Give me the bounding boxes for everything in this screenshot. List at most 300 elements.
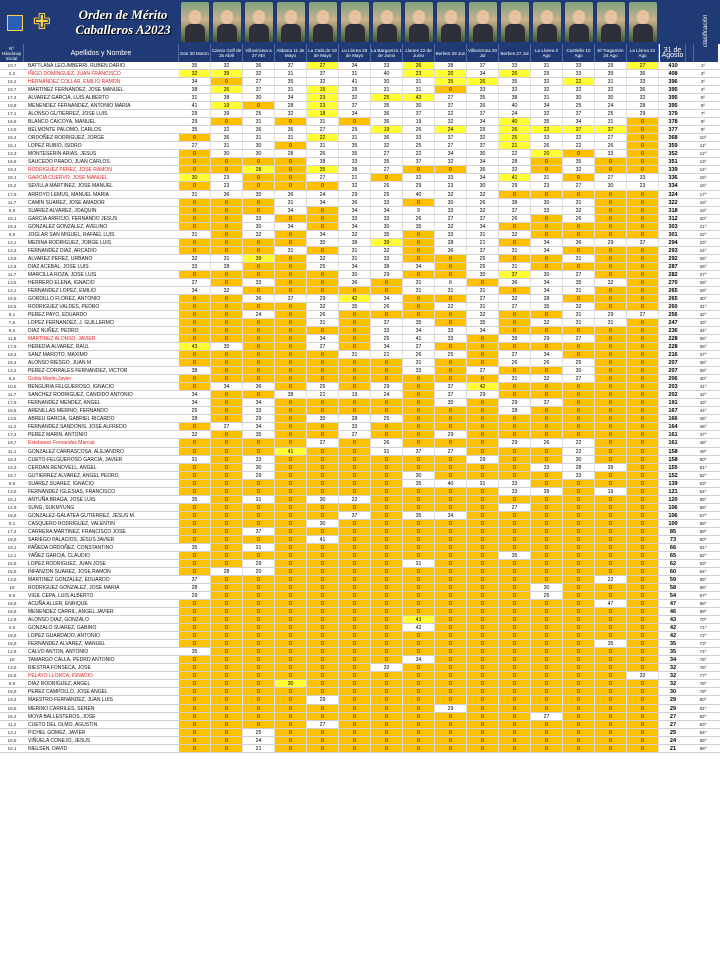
side-title: clasificación bbox=[694, 0, 718, 62]
score-cell: 32 bbox=[499, 86, 531, 93]
table-row bbox=[0, 311, 720, 319]
score-cell: 0 bbox=[179, 640, 211, 647]
score-cell: 26 bbox=[371, 439, 403, 446]
score-cell: 35 bbox=[179, 496, 211, 503]
score-cell: 0 bbox=[179, 327, 211, 334]
score-cell: 0 bbox=[435, 664, 467, 671]
score-cell: 0 bbox=[243, 624, 275, 631]
score-cell: 0 bbox=[179, 488, 211, 495]
score-cell: 33 bbox=[371, 327, 403, 334]
total-points: 62 bbox=[669, 560, 677, 567]
score-cell: 0 bbox=[627, 343, 659, 350]
score-cell: 0 bbox=[179, 158, 211, 165]
score-cell: 36 bbox=[499, 279, 531, 286]
table-row bbox=[0, 359, 720, 367]
score-cell: 0 bbox=[627, 656, 659, 663]
score-cell: 0 bbox=[211, 319, 243, 326]
score-cell: 21 bbox=[467, 239, 499, 246]
score-cell: 0 bbox=[499, 512, 531, 519]
score-cell: 26 bbox=[467, 199, 499, 206]
score-cell: 34 bbox=[179, 391, 211, 398]
table-row bbox=[0, 102, 720, 110]
score-cell: 0 bbox=[371, 745, 403, 752]
total-points: 395 bbox=[668, 103, 678, 110]
score-cell: 36 bbox=[243, 295, 275, 302]
score-cell: 31 bbox=[563, 311, 595, 318]
score-cell: 24 bbox=[595, 102, 627, 109]
score-cell: 0 bbox=[403, 608, 435, 615]
score-cell: 0 bbox=[627, 496, 659, 503]
score-cell: 0 bbox=[243, 247, 275, 254]
score-cell: 0 bbox=[563, 672, 595, 679]
score-cell: 0 bbox=[371, 488, 403, 495]
score-cell: 0 bbox=[595, 407, 627, 414]
hcp-cell: 19,1 bbox=[7, 544, 17, 550]
table-row bbox=[0, 375, 720, 383]
score-cell: 0 bbox=[499, 448, 531, 455]
score-cell: 27 bbox=[627, 311, 659, 318]
score-cell: 33 bbox=[531, 207, 563, 214]
score-cell: 0 bbox=[179, 568, 211, 575]
table-row bbox=[0, 94, 720, 102]
score-cell: 0 bbox=[627, 584, 659, 591]
score-cell: 37 bbox=[371, 319, 403, 326]
score-cell: 0 bbox=[627, 488, 659, 495]
score-cell: 0 bbox=[339, 592, 371, 599]
score-cell: 21 bbox=[339, 174, 371, 181]
score-cell: 0 bbox=[307, 600, 339, 607]
score-cell: 40 bbox=[371, 70, 403, 77]
score-cell: 0 bbox=[243, 263, 275, 270]
score-cell: 0 bbox=[275, 279, 307, 286]
table-row bbox=[0, 263, 720, 271]
score-cell: 0 bbox=[499, 729, 531, 736]
score-cell: 38 bbox=[275, 391, 307, 398]
score-cell: 32 bbox=[211, 126, 243, 133]
hcp-cell: 19,9 bbox=[7, 295, 17, 301]
ranking-position: 20º bbox=[699, 215, 707, 221]
score-cell: 36 bbox=[211, 134, 243, 141]
score-cell: 29 bbox=[435, 705, 467, 712]
score-cell: 0 bbox=[467, 705, 499, 712]
score-cell: 36 bbox=[627, 86, 659, 93]
score-cell: 0 bbox=[435, 688, 467, 695]
ranking-position: 46º bbox=[699, 424, 707, 430]
table-row bbox=[0, 713, 720, 721]
score-cell: 0 bbox=[179, 520, 211, 527]
hcp-cell: 17,9 bbox=[7, 344, 17, 350]
score-cell: 0 bbox=[627, 319, 659, 326]
score-cell: 0 bbox=[243, 592, 275, 599]
score-cell: 0 bbox=[179, 560, 211, 567]
score-cell: 0 bbox=[403, 488, 435, 495]
hcp-cell: 15,4 bbox=[7, 360, 17, 366]
score-cell: 30 bbox=[467, 182, 499, 189]
ranking-position: 23º bbox=[699, 239, 707, 245]
score-cell: 0 bbox=[563, 399, 595, 406]
score-cell: 0 bbox=[307, 608, 339, 615]
score-cell: 27 bbox=[339, 431, 371, 438]
hcp-cell: 9,1 bbox=[8, 520, 16, 526]
score-cell: 0 bbox=[211, 439, 243, 446]
score-cell: 31 bbox=[243, 496, 275, 503]
player-name: ORDOÑEZ RODRIGUEZ, JORGE bbox=[28, 135, 105, 142]
ranking-position: 54º bbox=[699, 488, 707, 494]
score-cell: 0 bbox=[627, 279, 659, 286]
score-cell: 30 bbox=[435, 399, 467, 406]
score-cell: 31 bbox=[563, 255, 595, 262]
ranking-position: 4º bbox=[700, 87, 706, 93]
score-cell: 0 bbox=[275, 367, 307, 374]
score-cell: 0 bbox=[243, 664, 275, 671]
score-cell: 0 bbox=[275, 656, 307, 663]
ranking-position: 85º bbox=[699, 737, 707, 743]
score-cell: 0 bbox=[275, 512, 307, 519]
total-points: 396 bbox=[668, 79, 678, 86]
score-cell: 0 bbox=[339, 504, 371, 511]
score-cell: 42 bbox=[467, 383, 499, 390]
score-cell: 0 bbox=[339, 448, 371, 455]
score-cell: 0 bbox=[499, 705, 531, 712]
score-cell: 0 bbox=[211, 367, 243, 374]
score-cell: 0 bbox=[467, 713, 499, 720]
ranking-position: 27º bbox=[699, 271, 707, 277]
table-row bbox=[0, 383, 720, 391]
score-cell: 0 bbox=[243, 616, 275, 623]
total-points: 203 bbox=[668, 384, 678, 391]
total-points: 30 bbox=[669, 689, 677, 696]
player-photo bbox=[181, 2, 209, 42]
score-cell: 0 bbox=[467, 496, 499, 503]
score-cell: 34 bbox=[531, 287, 563, 294]
score-cell: 34 bbox=[307, 199, 339, 206]
score-cell: 32 bbox=[531, 78, 563, 85]
score-cell: 0 bbox=[275, 287, 307, 294]
score-cell: 0 bbox=[403, 456, 435, 463]
score-cell: 0 bbox=[435, 672, 467, 679]
score-cell: 0 bbox=[275, 343, 307, 350]
score-cell: 24 bbox=[243, 311, 275, 318]
score-cell: 0 bbox=[339, 327, 371, 334]
score-cell: 0 bbox=[435, 456, 467, 463]
hcp-cell: 19,8 bbox=[7, 408, 17, 414]
score-cell: 0 bbox=[627, 166, 659, 173]
score-cell: 27 bbox=[467, 367, 499, 374]
score-cell: 0 bbox=[307, 351, 339, 358]
score-cell: 0 bbox=[371, 737, 403, 744]
ranking-position: 71º bbox=[699, 625, 707, 631]
score-cell: 36 bbox=[243, 383, 275, 390]
hcp-cell: 13,5 bbox=[7, 488, 17, 494]
score-cell: 0 bbox=[275, 351, 307, 358]
hcp-cell: 13,5 bbox=[7, 279, 17, 285]
score-cell: 0 bbox=[595, 512, 627, 519]
score-cell: 39 bbox=[595, 70, 627, 77]
score-cell: 0 bbox=[211, 295, 243, 302]
table-row bbox=[0, 632, 720, 640]
score-cell: 32 bbox=[499, 231, 531, 238]
score-cell: 0 bbox=[595, 359, 627, 366]
score-cell: 0 bbox=[371, 472, 403, 479]
total-points: 368 bbox=[668, 135, 678, 142]
score-cell: 34 bbox=[467, 118, 499, 125]
score-cell: 27 bbox=[307, 721, 339, 728]
score-cell: 0 bbox=[275, 504, 307, 511]
ranking-position: 15º bbox=[699, 175, 707, 181]
total-points: 265 bbox=[668, 287, 678, 294]
score-cell: 0 bbox=[595, 351, 627, 358]
score-cell: 0 bbox=[307, 271, 339, 278]
score-cell: 32 bbox=[179, 255, 211, 262]
score-cell: 0 bbox=[275, 311, 307, 318]
score-cell: 0 bbox=[275, 215, 307, 222]
score-cell: 0 bbox=[179, 383, 211, 390]
score-cell: 0 bbox=[563, 223, 595, 230]
score-cell: 37 bbox=[339, 512, 371, 519]
score-cell: 0 bbox=[307, 729, 339, 736]
score-cell: 15 bbox=[307, 86, 339, 93]
score-cell: 0 bbox=[531, 672, 563, 679]
total-points: 155 bbox=[668, 464, 678, 471]
score-cell: 0 bbox=[435, 528, 467, 535]
table-row bbox=[0, 247, 720, 255]
score-cell: 0 bbox=[307, 287, 339, 294]
hcp-cell: 17,9 bbox=[7, 191, 17, 197]
score-cell: 0 bbox=[531, 656, 563, 663]
score-cell: 0 bbox=[467, 520, 499, 527]
hcp-cell: 9,5 bbox=[8, 231, 16, 237]
total-points: 395 bbox=[668, 87, 678, 94]
score-cell: 0 bbox=[531, 536, 563, 543]
player-name: PEREZ MARIN, ANTONIO bbox=[28, 432, 88, 439]
score-cell: 0 bbox=[563, 191, 595, 198]
score-cell: 27 bbox=[435, 94, 467, 101]
table-row bbox=[0, 118, 720, 126]
score-cell: 0 bbox=[403, 648, 435, 655]
score-cell: 0 bbox=[179, 134, 211, 141]
total-points: 228 bbox=[668, 344, 678, 351]
score-cell: 0 bbox=[467, 745, 499, 752]
hcp-cell: 11,7 bbox=[7, 199, 17, 205]
score-cell: 0 bbox=[435, 464, 467, 471]
total-points: 339 bbox=[668, 167, 678, 174]
score-cell: 34 bbox=[467, 174, 499, 181]
hcp-cell: 9,5 bbox=[8, 593, 16, 599]
score-cell: 0 bbox=[243, 391, 275, 398]
score-cell: 37 bbox=[339, 102, 371, 109]
table-row bbox=[0, 327, 720, 335]
score-cell: 0 bbox=[563, 150, 595, 157]
ranking-table bbox=[0, 62, 720, 753]
score-cell: 34 bbox=[275, 207, 307, 214]
score-cell: 32 bbox=[371, 664, 403, 671]
score-cell: 0 bbox=[467, 696, 499, 703]
score-cell: 0 bbox=[179, 536, 211, 543]
table-row bbox=[0, 142, 720, 150]
score-cell: 26 bbox=[595, 142, 627, 149]
score-cell: 35 bbox=[371, 158, 403, 165]
hcp-cell: 10,7 bbox=[7, 63, 17, 68]
score-cell: 0 bbox=[339, 568, 371, 575]
score-cell: 34 bbox=[531, 279, 563, 286]
player-name: PELAYO LLORCA, IGNACIO bbox=[28, 673, 93, 680]
score-cell: 29 bbox=[531, 335, 563, 342]
total-points: 287 bbox=[668, 263, 678, 270]
score-cell: 0 bbox=[467, 472, 499, 479]
total-points: 59 bbox=[669, 577, 677, 583]
score-cell: 0 bbox=[595, 713, 627, 720]
score-cell: 0 bbox=[179, 166, 211, 173]
score-cell: 0 bbox=[563, 231, 595, 238]
score-cell: 0 bbox=[467, 576, 499, 583]
score-cell: 29 bbox=[499, 182, 531, 189]
total-points: 312 bbox=[668, 215, 678, 222]
score-cell: 0 bbox=[563, 343, 595, 350]
score-cell: 0 bbox=[371, 480, 403, 487]
player-name: MARTINEZ GONZALEZ, EDUARDO bbox=[28, 577, 110, 583]
score-cell: 23 bbox=[403, 70, 435, 77]
table-row bbox=[0, 199, 720, 207]
score-cell: 0 bbox=[563, 407, 595, 414]
score-cell: 0 bbox=[595, 415, 627, 422]
table-row bbox=[0, 134, 720, 142]
score-cell: 0 bbox=[531, 729, 563, 736]
table-row bbox=[0, 223, 720, 231]
col-header-name: Apellidos y Nombre bbox=[24, 44, 179, 62]
score-cell: 38 bbox=[211, 94, 243, 101]
score-cell: 0 bbox=[275, 713, 307, 720]
score-cell: 0 bbox=[339, 737, 371, 744]
score-cell: 0 bbox=[339, 359, 371, 366]
table-row bbox=[0, 191, 720, 199]
score-cell: 0 bbox=[307, 247, 339, 254]
score-cell: 0 bbox=[563, 504, 595, 511]
ranking-position: 39º bbox=[699, 368, 707, 374]
score-cell: 34 bbox=[371, 295, 403, 302]
score-cell: 0 bbox=[371, 279, 403, 286]
score-cell: 0 bbox=[627, 640, 659, 647]
score-cell: 0 bbox=[211, 624, 243, 631]
score-cell: 0 bbox=[243, 488, 275, 495]
score-cell: 35 bbox=[403, 319, 435, 326]
score-cell: 0 bbox=[179, 705, 211, 712]
score-cell: 0 bbox=[531, 640, 563, 647]
score-cell: 20 bbox=[243, 568, 275, 575]
score-cell: 34 bbox=[339, 223, 371, 230]
score-cell: 34 bbox=[435, 512, 467, 519]
total-points: 303 bbox=[668, 223, 678, 230]
score-cell: 32 bbox=[595, 279, 627, 286]
total-points: 324 bbox=[668, 191, 678, 198]
score-cell: 0 bbox=[339, 480, 371, 487]
score-cell: 34 bbox=[339, 263, 371, 270]
player-name: TAMARGO CALLA, PEDRO ANTONIO bbox=[28, 657, 115, 664]
score-cell: 0 bbox=[307, 640, 339, 647]
score-cell: 0 bbox=[275, 721, 307, 728]
hcp-cell: 19,4 bbox=[7, 167, 17, 173]
score-cell: 0 bbox=[275, 648, 307, 655]
score-cell: 39 bbox=[499, 335, 531, 342]
score-cell: 31 bbox=[179, 191, 211, 198]
score-cell: 0 bbox=[435, 552, 467, 559]
score-cell: 0 bbox=[563, 688, 595, 695]
score-cell: 0 bbox=[179, 729, 211, 736]
total-points: 247 bbox=[668, 320, 678, 326]
score-cell: 0 bbox=[531, 616, 563, 623]
score-cell: 38 bbox=[307, 158, 339, 165]
ranking-position: 63º bbox=[699, 560, 707, 566]
score-cell: 0 bbox=[371, 552, 403, 559]
score-cell: 26 bbox=[307, 150, 339, 157]
score-cell: 0 bbox=[595, 472, 627, 479]
total-points: 167 bbox=[668, 408, 678, 415]
score-cell: 0 bbox=[339, 399, 371, 406]
table-row bbox=[0, 166, 720, 174]
score-cell: 0 bbox=[563, 174, 595, 181]
score-cell: 25 bbox=[595, 110, 627, 117]
hcp-cell: 12,8 bbox=[7, 649, 17, 655]
total-points: 334 bbox=[668, 183, 678, 190]
score-cell: 0 bbox=[595, 608, 627, 615]
score-cell: 29 bbox=[179, 110, 211, 117]
total-points: 336 bbox=[668, 175, 678, 182]
sheet-title bbox=[60, 7, 186, 37]
score-cell: 27 bbox=[499, 504, 531, 511]
ranking-position: 48º bbox=[699, 440, 707, 446]
score-cell: 31 bbox=[403, 279, 435, 286]
score-cell: 0 bbox=[531, 215, 563, 222]
score-cell: 35 bbox=[467, 94, 499, 101]
score-cell: 0 bbox=[243, 207, 275, 214]
total-points: 228 bbox=[668, 336, 678, 343]
total-points: 377 bbox=[668, 127, 678, 134]
score-cell: 31 bbox=[499, 247, 531, 254]
score-cell: 0 bbox=[179, 680, 211, 687]
score-cell: 28 bbox=[435, 239, 467, 246]
table-row bbox=[0, 279, 720, 287]
score-cell: 0 bbox=[467, 608, 499, 615]
total-points: 256 bbox=[668, 311, 678, 318]
player-name: LOPEZ RUBIO, ISIDRO bbox=[28, 143, 82, 150]
score-cell: 25 bbox=[307, 263, 339, 270]
col-header-event: La Cabi.de 18 de Mayo bbox=[307, 44, 339, 62]
score-cell: 0 bbox=[275, 576, 307, 583]
player-name: MONTESERIN ARIAS, JESUS bbox=[28, 151, 97, 158]
score-cell: 0 bbox=[499, 656, 531, 663]
score-cell: 0 bbox=[403, 632, 435, 639]
score-cell: 0 bbox=[531, 448, 563, 455]
score-cell: 0 bbox=[403, 239, 435, 246]
score-cell: 0 bbox=[595, 271, 627, 278]
score-cell: 0 bbox=[179, 351, 211, 358]
hcp-cell: 15,8 bbox=[7, 303, 17, 309]
hcp-cell: 18,3 bbox=[7, 352, 17, 358]
score-cell: 0 bbox=[499, 343, 531, 350]
score-cell: 0 bbox=[371, 544, 403, 551]
score-cell: 37 bbox=[627, 239, 659, 246]
ranking-position: 2º bbox=[700, 71, 706, 77]
score-cell: 0 bbox=[499, 648, 531, 655]
score-cell: 26 bbox=[531, 142, 563, 149]
score-cell: 0 bbox=[403, 600, 435, 607]
score-cell: 0 bbox=[595, 721, 627, 728]
hcp-cell: 7,6 bbox=[8, 320, 16, 325]
player-name: SUAREZ ALVAREZ, JOAQUIN bbox=[28, 207, 97, 214]
hcp-cell: 11,2 bbox=[7, 424, 17, 430]
total-points: 34 bbox=[669, 657, 677, 664]
score-cell: 29 bbox=[339, 86, 371, 93]
score-cell: 36 bbox=[371, 110, 403, 117]
